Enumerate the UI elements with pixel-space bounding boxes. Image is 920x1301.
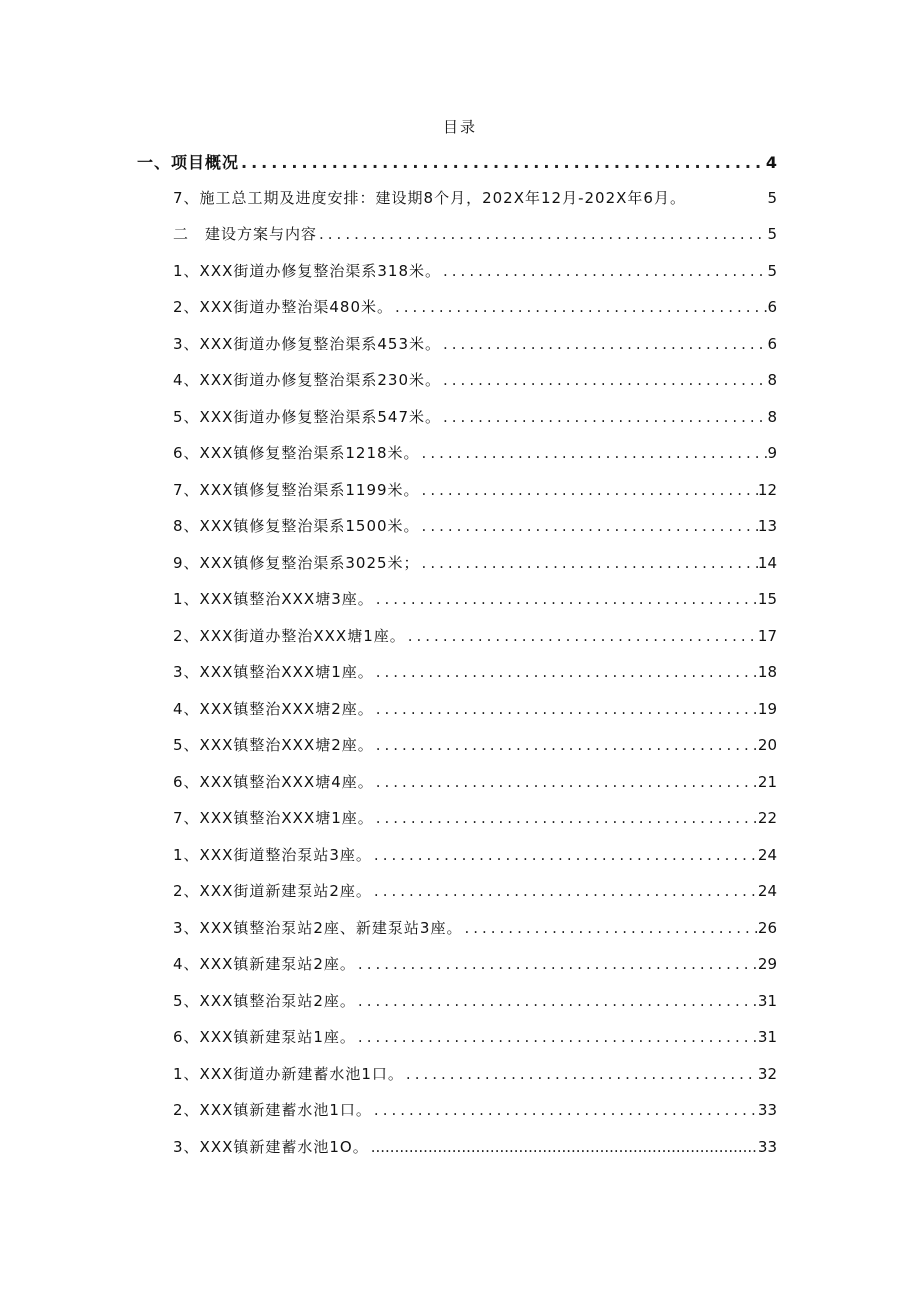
toc-page-number: 9 bbox=[767, 444, 777, 462]
toc-dot-leader bbox=[356, 992, 758, 1010]
toc-entry[interactable] bbox=[173, 917, 777, 943]
toc-dot-leader bbox=[420, 517, 758, 535]
toc-page-number: 5 bbox=[767, 188, 777, 207]
toc-page-number: 33 bbox=[757, 1101, 777, 1119]
toc-entry-label: 4、XXX镇新建泵站2座。 bbox=[173, 955, 356, 973]
toc-dot-leader bbox=[406, 627, 758, 645]
toc-dot-leader bbox=[441, 371, 767, 389]
toc-dot-leader bbox=[441, 262, 767, 280]
toc-entry[interactable] bbox=[137, 150, 777, 176]
toc-page-number: 31 bbox=[757, 1028, 777, 1046]
toc-entry-label: 1、XXX镇整治XXX塘3座。 bbox=[173, 590, 374, 608]
toc-entry-label: 二 建设方案与内容 bbox=[173, 225, 318, 243]
toc-page-number: 6 bbox=[767, 334, 777, 353]
toc-page-number: 5 bbox=[767, 261, 777, 280]
toc-dot-leader bbox=[374, 700, 758, 718]
toc-entry-label: 6、XXX镇整治XXX塘4座。 bbox=[173, 772, 374, 791]
toc-entry[interactable] bbox=[173, 771, 777, 797]
toc-page-number: 33 bbox=[757, 1137, 777, 1156]
toc-dot-leader bbox=[356, 1028, 758, 1046]
toc-dot-leader bbox=[420, 481, 758, 499]
toc-entry-label: 6、XXX镇新建泵站1座。 bbox=[173, 1028, 356, 1046]
toc-page-number: 15 bbox=[757, 590, 777, 608]
toc-entry-label: 5、XXX镇整治XXX塘2座。 bbox=[173, 736, 374, 754]
toc-entry[interactable] bbox=[173, 698, 777, 724]
toc-entry-label: 5、XXX街道办修复整治渠系547米。 bbox=[173, 407, 442, 426]
toc-entry[interactable] bbox=[173, 223, 777, 249]
toc-entry[interactable] bbox=[173, 369, 777, 395]
toc-dot-leader bbox=[239, 153, 766, 172]
toc-entry[interactable] bbox=[173, 552, 777, 578]
toc-entry[interactable] bbox=[173, 844, 777, 870]
toc-page-number: 14 bbox=[757, 553, 777, 572]
toc-entry-label: 1、XXX街道办修复整治渠系318米。 bbox=[173, 261, 442, 280]
toc-page-number: 6 bbox=[767, 298, 777, 316]
toc-entry-label: 6、XXX镇修复整治渠系1218米。 bbox=[173, 444, 420, 462]
toc-entry[interactable] bbox=[173, 807, 777, 833]
toc-entry-label: 2、XXX街道办整治渠480米。 bbox=[173, 298, 394, 316]
toc-entry[interactable] bbox=[173, 588, 777, 614]
toc-page-number: 31 bbox=[757, 991, 777, 1010]
toc-entry-label: 1、XXX街道办新建蓄水池1口。 bbox=[173, 1064, 404, 1083]
toc-page-number: 21 bbox=[757, 772, 777, 791]
toc-page-number: 17 bbox=[757, 626, 777, 645]
toc-page-number: 4 bbox=[765, 153, 777, 172]
toc-entry[interactable] bbox=[173, 880, 777, 906]
toc-page-number: 22 bbox=[757, 809, 777, 827]
toc-entry-label: 3、XXX镇新建蓄水池1O。 bbox=[173, 1137, 369, 1156]
toc-entry[interactable] bbox=[173, 1099, 777, 1125]
toc-dot-leader bbox=[374, 663, 758, 681]
toc-page-number: 24 bbox=[757, 882, 777, 900]
toc-page-number: 18 bbox=[757, 663, 777, 681]
toc-entry-label: 3、XXX街道办修复整治渠系453米。 bbox=[173, 334, 442, 353]
toc-entry[interactable] bbox=[173, 1063, 777, 1089]
toc-dot-leader bbox=[374, 773, 758, 791]
toc-entry[interactable] bbox=[173, 296, 777, 322]
toc-entry-label: 8、XXX镇修复整治渠系1500米。 bbox=[173, 517, 420, 535]
toc-page-number: 29 bbox=[757, 955, 777, 973]
toc-page-number: 19 bbox=[757, 699, 777, 718]
toc-dot-leader bbox=[356, 955, 758, 973]
toc-entry-label: 2、XXX街道办整治XXX塘1座。 bbox=[173, 626, 406, 645]
toc-entry[interactable] bbox=[173, 1026, 777, 1052]
toc-entry[interactable] bbox=[173, 953, 777, 979]
toc-entry[interactable] bbox=[173, 990, 777, 1016]
toc-page-number: 26 bbox=[757, 918, 777, 937]
toc-dot-leader bbox=[317, 225, 767, 243]
toc-entry-label: 7、XXX镇整治XXX塘1座。 bbox=[173, 809, 374, 827]
toc-entry-label: 3、XXX镇整治泵站2座、新建泵站3座。 bbox=[173, 918, 463, 937]
toc-dot-leader bbox=[369, 1138, 758, 1156]
toc-entry[interactable] bbox=[173, 406, 777, 432]
toc-dot-leader bbox=[374, 809, 758, 827]
toc-dot-leader bbox=[393, 298, 767, 316]
toc-page-number: 8 bbox=[767, 407, 777, 426]
toc-dot-leader bbox=[462, 919, 757, 937]
toc-entry-label: 一、项目概况 bbox=[137, 153, 240, 172]
toc-page-number: 13 bbox=[757, 517, 777, 535]
toc-dot-leader bbox=[372, 1101, 758, 1119]
toc-entry-label: 5、XXX镇整治泵站2座。 bbox=[173, 991, 356, 1010]
toc-page-number: 32 bbox=[757, 1064, 777, 1083]
toc-dot-leader bbox=[441, 408, 767, 426]
toc-dot-leader bbox=[420, 444, 768, 462]
toc-dot-leader bbox=[374, 736, 758, 754]
toc-entry[interactable] bbox=[173, 479, 777, 505]
toc-page-number: 20 bbox=[757, 736, 777, 754]
toc-entry[interactable] bbox=[173, 333, 777, 359]
toc-page-number: 5 bbox=[767, 225, 777, 243]
toc-entry-label: 2、XXX街道新建泵站2座。 bbox=[173, 882, 372, 900]
toc-page-number: 12 bbox=[757, 480, 777, 499]
toc-page-number: 24 bbox=[757, 845, 777, 864]
toc-dot-leader bbox=[372, 882, 758, 900]
toc-dot-leader bbox=[372, 846, 758, 864]
toc-page-number: 8 bbox=[767, 371, 777, 389]
toc-entry[interactable] bbox=[173, 734, 777, 760]
toc-entry-label: 4、XXX街道办修复整治渠系230米。 bbox=[173, 371, 442, 389]
toc-entry[interactable] bbox=[173, 1136, 777, 1162]
toc-title: 目录 bbox=[442, 118, 477, 136]
toc-entry-label: 7、XXX镇修复整治渠系1199米。 bbox=[173, 480, 420, 499]
toc-entry[interactable] bbox=[173, 260, 777, 286]
toc-entry[interactable] bbox=[173, 442, 777, 468]
toc-entry[interactable] bbox=[173, 515, 777, 541]
toc-dot-leader bbox=[404, 1065, 758, 1083]
toc-entry-label: 2、XXX镇新建蓄水池1口。 bbox=[173, 1101, 372, 1119]
toc-entry-label: 3、XXX镇整治XXX塘1座。 bbox=[173, 663, 374, 681]
toc-entry[interactable] bbox=[173, 625, 777, 651]
toc-entry-label: 9、XXX镇修复整治渠系3025米； bbox=[173, 553, 420, 572]
toc-entry[interactable] bbox=[173, 661, 777, 687]
toc-entry-label: 4、XXX镇整治XXX塘2座。 bbox=[173, 699, 374, 718]
toc-dot-leader bbox=[374, 590, 758, 608]
toc-dot-leader bbox=[441, 335, 767, 353]
toc-entry-label: 1、XXX街道整治泵站3座。 bbox=[173, 845, 372, 864]
toc-entry[interactable] bbox=[173, 187, 777, 213]
toc-entry-label: 7、施工总工期及进度安排：建设期8个月，202X年12月-202X年6月。 bbox=[173, 188, 686, 207]
toc-dot-leader bbox=[420, 554, 758, 572]
